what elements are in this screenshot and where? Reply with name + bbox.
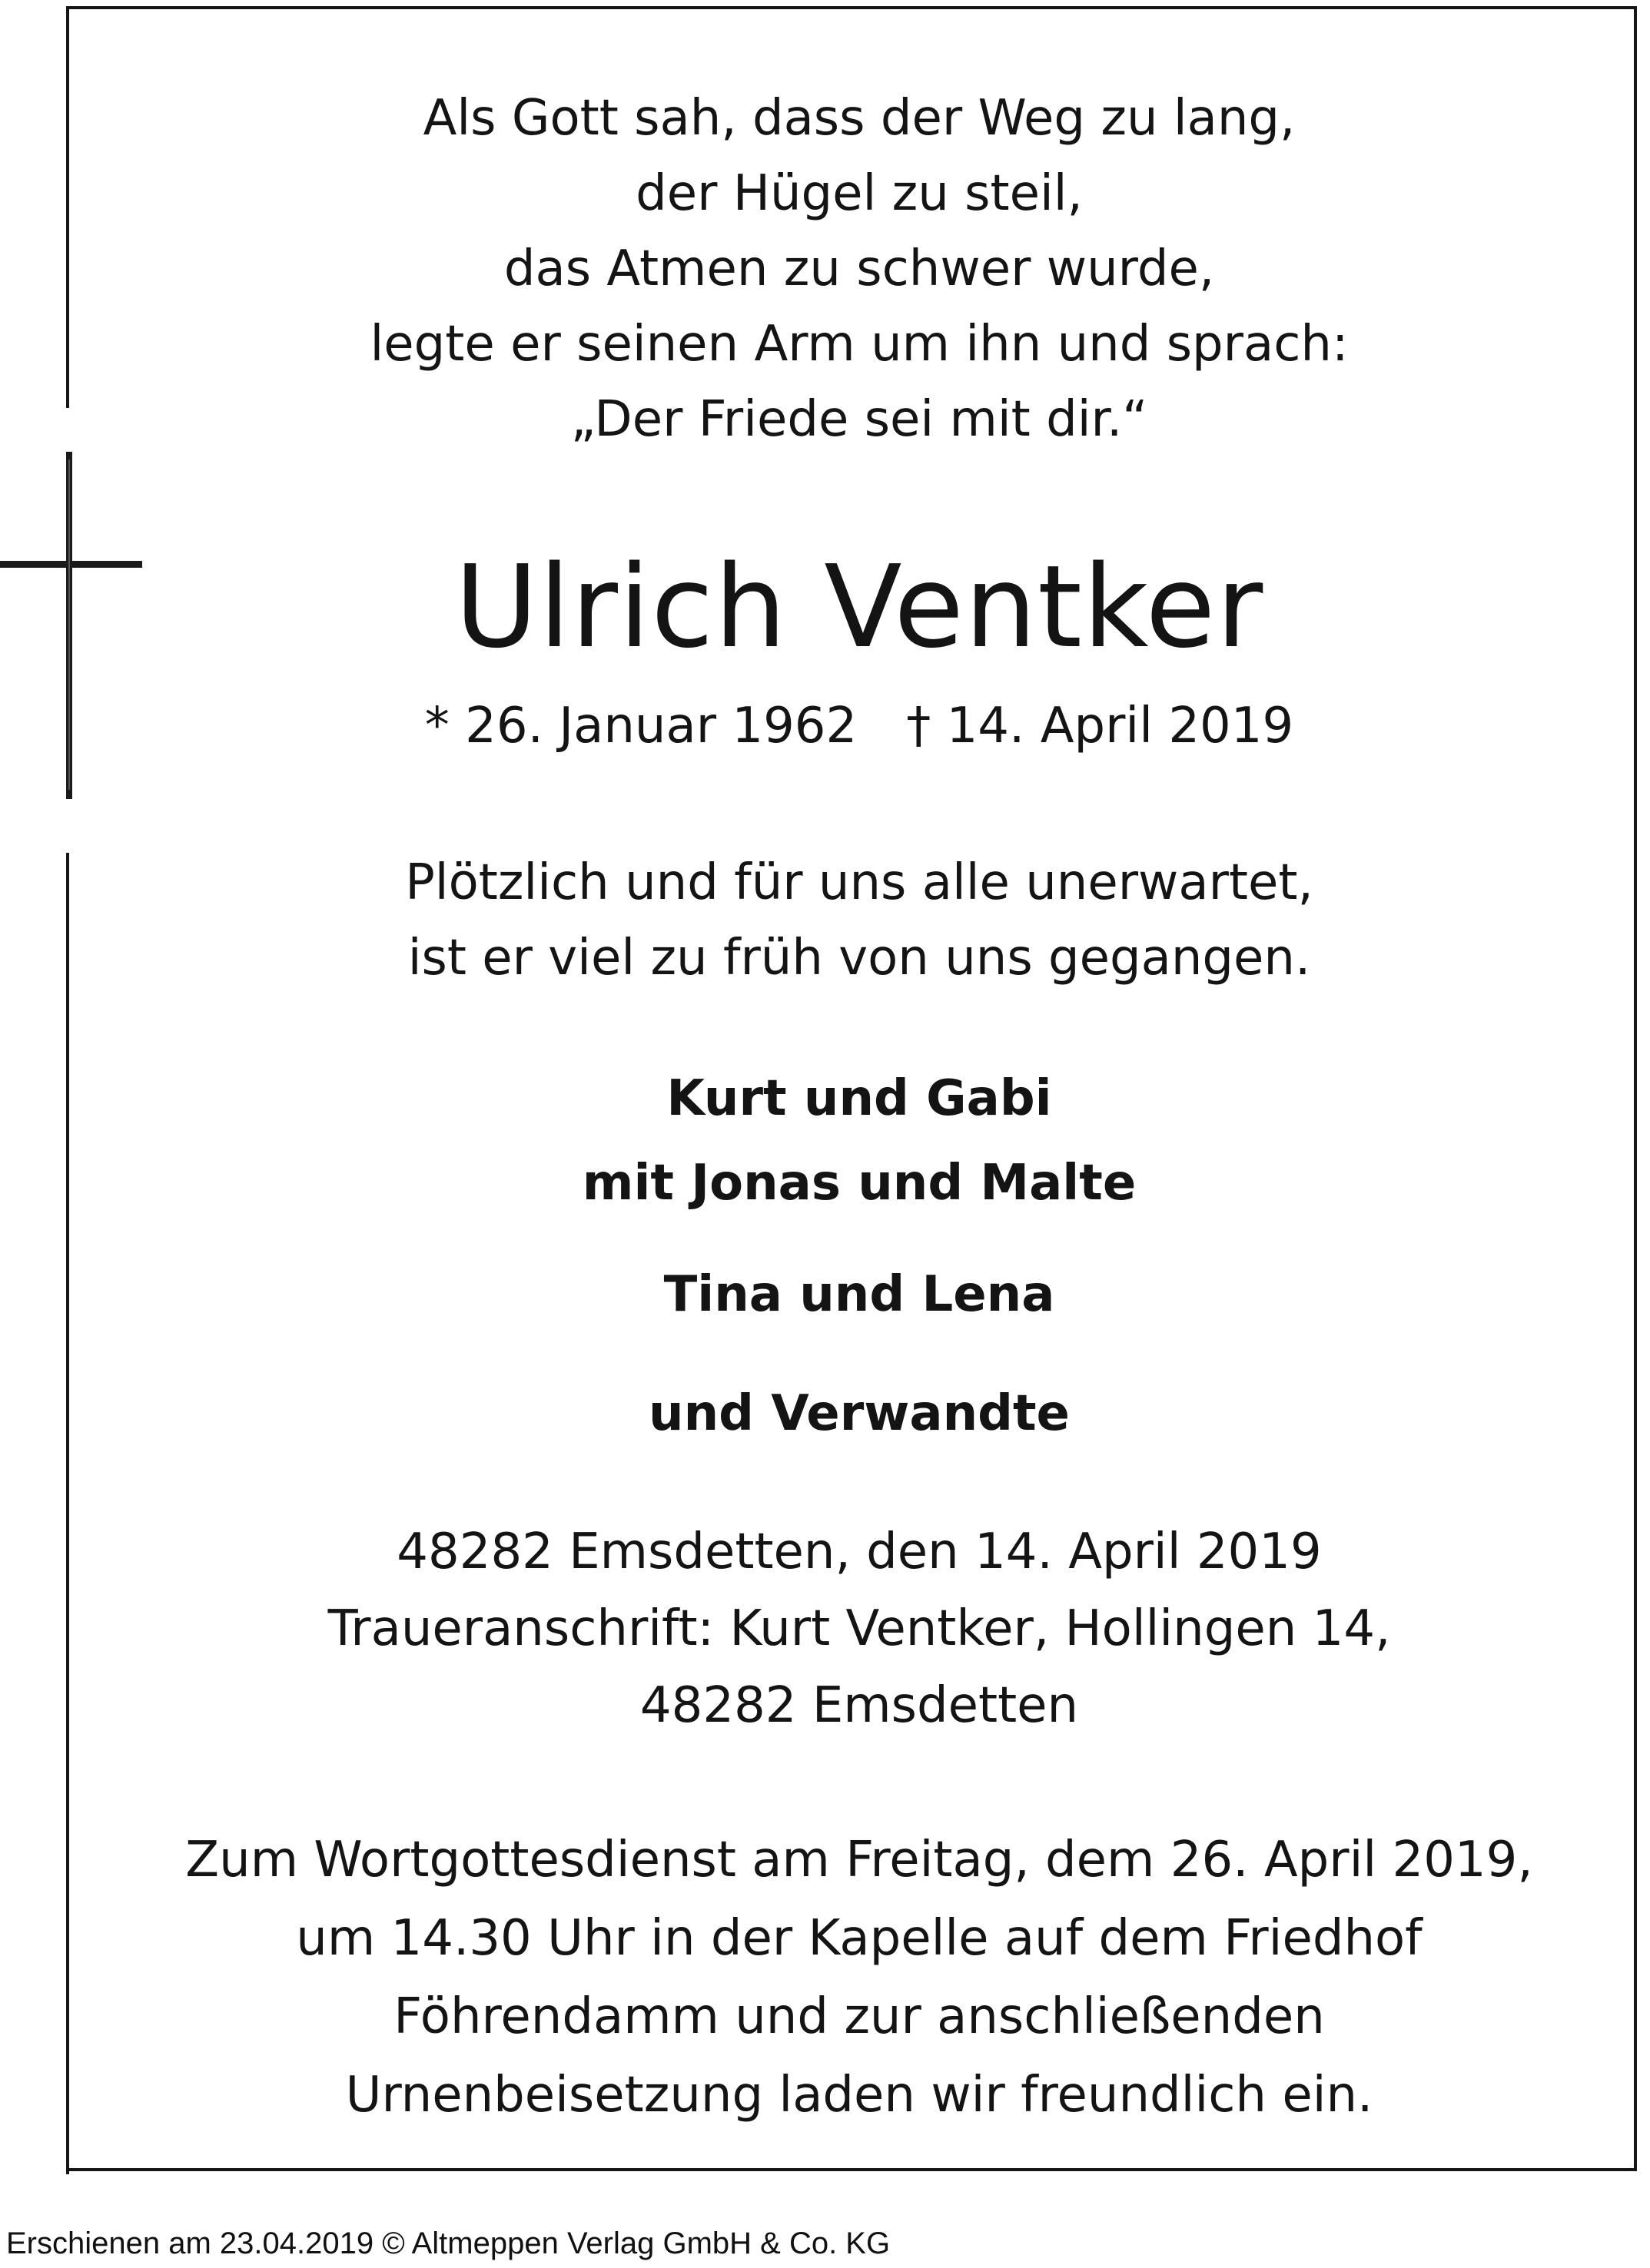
publication-footer: Erschienen am 23.04.2019 © Altmeppen Verlag GmbH & Co. KG xyxy=(6,2227,891,2260)
message-line: Plötzlich und für uns alle unerwartet, xyxy=(405,854,1313,911)
family-group-3: und Verwandte xyxy=(649,1385,1070,1442)
service-line: Föhrendamm und zur anschließenden xyxy=(393,1988,1325,2045)
service-line: um 14.30 Uhr in der Kapelle auf dem Friedhof xyxy=(296,1910,1423,1967)
family-line: Kurt und Gabi xyxy=(666,1070,1052,1127)
death-date: † 14. April 2019 xyxy=(906,698,1294,754)
frame-left-line-bottom xyxy=(66,853,69,2174)
poem-line: das Atmen zu schwer wurde, xyxy=(503,240,1215,297)
service-line: Zum Wortgottesdienst am Freitag, dem 26. April 2019, xyxy=(185,1832,1533,1888)
family-group-1 xyxy=(85,1056,1634,1225)
deceased-name: Ulrich Ventker xyxy=(454,541,1264,673)
mourning-address xyxy=(85,1514,1634,1744)
poem-line: der Hügel zu steil, xyxy=(636,165,1083,222)
memorial-poem xyxy=(85,81,1634,457)
birth-date: * 26. Januar 1962 xyxy=(424,698,858,754)
address-line: 48282 Emsdetten, den 14. April 2019 xyxy=(397,1524,1322,1580)
poem-line: „Der Friede sei mit dir.“ xyxy=(570,391,1148,448)
address-line: 48282 Emsdetten xyxy=(639,1677,1079,1734)
service-invitation xyxy=(85,1821,1634,2134)
family-line: mit Jonas und Malte xyxy=(582,1155,1137,1212)
address-line: Traueranschrift: Kurt Ventker, Hollingen 14, xyxy=(327,1600,1391,1657)
condolence-message xyxy=(85,845,1634,996)
family-group-2: Tina und Lena xyxy=(663,1266,1055,1323)
poem-line: Als Gott sah, dass der Weg zu lang, xyxy=(423,90,1296,147)
life-dates xyxy=(85,691,1634,761)
poem-line: legte er seinen Arm um ihn und sprach: xyxy=(370,316,1349,373)
service-line: Urnenbeisetzung laden wir freundlich ein. xyxy=(345,2067,1373,2124)
frame-left-line-top xyxy=(66,6,69,408)
message-line: ist er viel zu früh von uns gegangen. xyxy=(407,930,1311,986)
